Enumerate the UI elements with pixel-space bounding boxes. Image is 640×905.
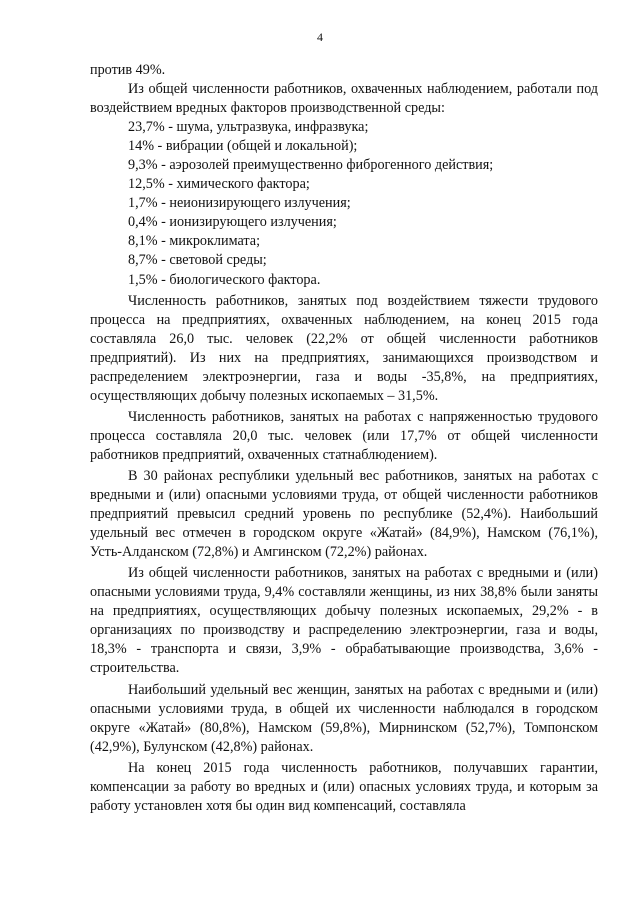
list-item: 8,7% - световой среды;: [128, 252, 267, 269]
list-item: 0,4% - ионизирующего излучения;: [128, 214, 337, 231]
paragraph: Из общей численности работников, занятых на работах с вредными и (или) опасными условиями труда, 9,4% составляли женщины, из них 38,8% были заняты на предприятиях, осуществляющих добычу полезных ископаемых, 29,2% - в организациях по производству и распределению электроэнергии, газа и воды, 18,3% - транспорта и связи, 3,9% - обрабатывающие производства, 3,6% - строительства.: [90, 565, 598, 677]
list-item: 1,5% - биологического фактора.: [128, 271, 321, 288]
paragraph: Численность работников, занятых на работах с напряженностью трудового процесса составляла 20,0 тыс. человек (или 17,7% от общей численности работников предприятий, охваченных статнаблюдением).: [90, 408, 598, 463]
list-item: 12,5% - химического фактора;: [128, 176, 310, 193]
paragraph: Наибольший удельный вес женщин, занятых на работах с вредными и (или) опасными условиями труда, в общей их численности наблюдался в городском округе «Жатай» (80,8%), Намском (59,8%), Мирнинском (52,7%), Томпонском (42,9%), Булунском (42,8%) районах.: [90, 681, 598, 755]
list-item: 23,7% - шума, ультразвука, инфразвука;: [128, 119, 369, 136]
list-item: 8,1% - микроклимата;: [128, 233, 261, 250]
paragraph: Из общей численности работников, охваченных наблюдением, работали под воздействием вредных факторов производственной среды:: [90, 81, 598, 117]
page-number: 4: [317, 30, 323, 44]
list-item: 1,7% - неионизирующего излучения;: [128, 195, 351, 212]
paragraph: Численность работников, занятых под воздействием тяжести трудового процесса на предприятиях, охваченных наблюдением, на конец 2015 года составляла 26,0 тыс. человек (22,2% от общей численности работников предприятий). Из них на предприятиях, занимающихся производством и распределением электроэнергии, газа и воды -35,8%, на предприятиях, осуществляющих добычу полезных ископаемых – 31,5%.: [90, 292, 598, 404]
page-body: [90, 61, 598, 816]
list-item: 14% - вибрации (общей и локальной);: [128, 138, 358, 155]
list-item: 9,3% - аэрозолей преимущественно фиброгенного действия;: [128, 157, 494, 174]
paragraph: В 30 районах республики удельный вес работников, занятых на работах с вредными и (или) опасными условиями труда, от общей численности работников предприятий превысил средний уровень по республике (52,4%). Наибольший удельный вес отмечен в городском округе «Жатай» (84,9%), Намском (76,1%), Усть-Алданском (72,8%) и Амгинском (72,2%) районах.: [90, 467, 598, 561]
paragraph: На конец 2015 года численность работников, получавших гарантии, компенсации за работу во вредных и (или) опасных условиях труда, и которым за работу установлен хотя бы один вид компенсаций, составляла: [90, 759, 598, 814]
paragraph: против 49%.: [90, 62, 166, 78]
